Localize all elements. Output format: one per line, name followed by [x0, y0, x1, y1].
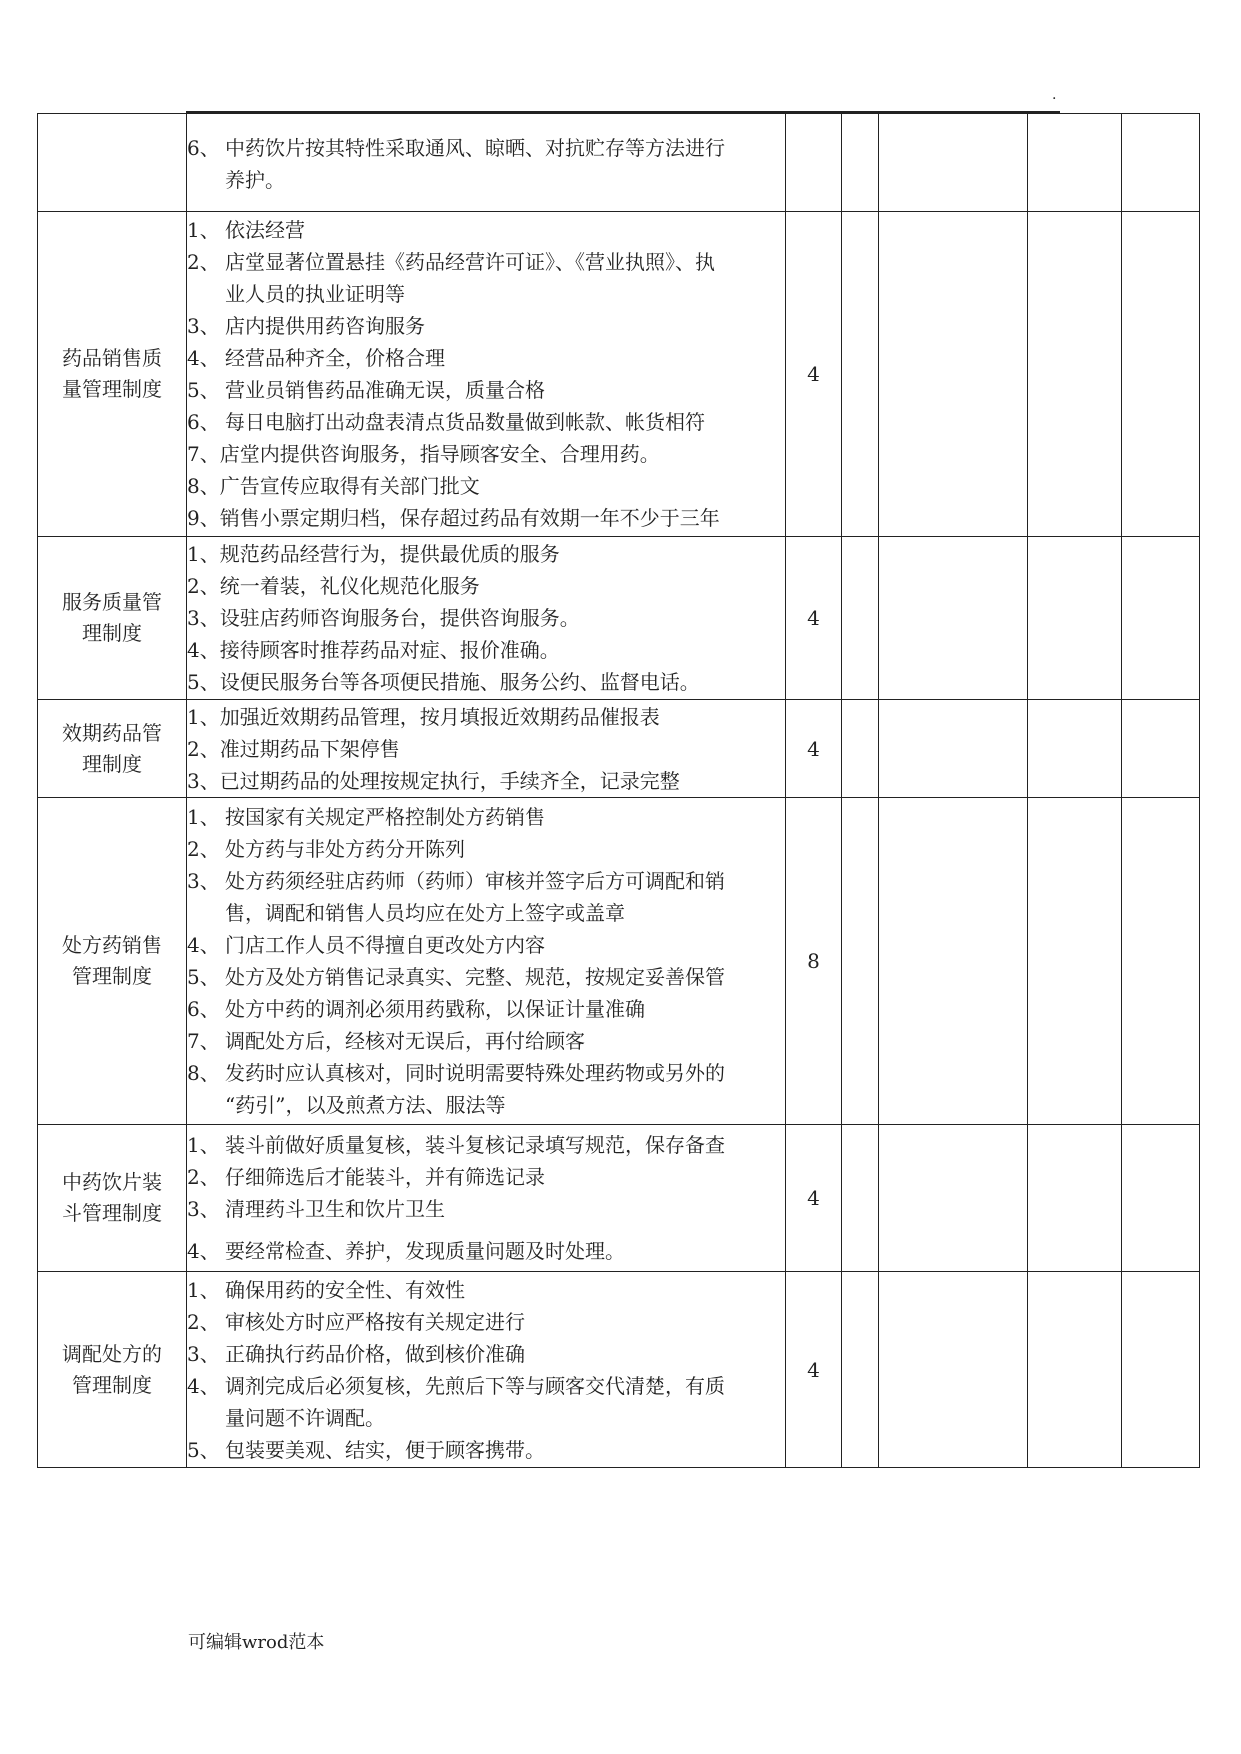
score-value: 4 [807, 1357, 820, 1382]
requirement-item [187, 765, 785, 797]
item-number: 9、 [187, 506, 220, 530]
score-value: 4 [807, 606, 820, 630]
item-number: 3、 [187, 606, 220, 630]
item-number: 8、 [187, 474, 220, 498]
item-number: 5、 [187, 670, 220, 694]
item-text: 店堂显著位置悬挂《药品经营许可证》、《营业执照》、执 [225, 250, 715, 274]
item-number: 5、 [187, 378, 220, 402]
empty-evaluation-cell [842, 212, 879, 537]
requirement-item [187, 993, 785, 1025]
requirement-item [187, 1235, 785, 1267]
policy-name: 药品销售质量管理制度 [62, 346, 162, 401]
item-text: 加强近效期药品管理，按月填报近效期药品催报表 [219, 704, 660, 729]
score-cell [786, 537, 842, 700]
item-number: 1、 [187, 218, 220, 242]
empty-evaluation-cell [879, 114, 1028, 212]
item-text: 广告宣传应取得有关部门批文 [219, 474, 480, 498]
requirement-item [187, 602, 785, 634]
item-text: 处方药须经驻店药师（药师）审核并签字后方可调配和销 [225, 869, 725, 893]
policy-name-cell [38, 1272, 187, 1468]
policy-name-cell [38, 114, 187, 212]
policy-name-cell [38, 212, 187, 537]
item-number: 6、 [187, 997, 220, 1021]
item-text-continued: 售，调配和销售人员均应在处方上签字或盖章 [225, 901, 625, 925]
item-text: 门店工作人员不得擅自更改处方内容 [225, 933, 545, 957]
item-text: 销售小票定期归档，保存超过药品有效期一年不少于三年 [219, 506, 720, 530]
requirement-item [187, 833, 785, 865]
item-number: 7、 [187, 1029, 220, 1053]
item-text: 正确执行药品价格，做到核价准确 [225, 1341, 525, 1366]
item-text-continued: 养护。 [225, 167, 285, 192]
empty-evaluation-cell [842, 114, 879, 212]
item-text: 调配处方后，经核对无误后，再付给顾客 [225, 1029, 585, 1053]
item-text: 接待顾客时推荐药品对症、报价准确。 [219, 638, 560, 662]
requirements-cell [187, 212, 786, 537]
empty-evaluation-cell [842, 537, 879, 700]
requirement-item [187, 214, 785, 246]
empty-evaluation-cell [879, 537, 1028, 700]
item-text: 审核处方时应严格按有关规定进行 [225, 1309, 525, 1334]
item-text: 店堂内提供咨询服务，指导顾客安全、合理用药。 [219, 442, 660, 466]
empty-evaluation-cell [1028, 1125, 1122, 1272]
item-text: 设便民服务台等各项便民措施、服务公约、监督电话。 [219, 670, 700, 694]
requirements-cell [187, 1125, 786, 1272]
requirement-item [187, 538, 785, 570]
requirement-item [187, 1057, 785, 1089]
item-number: 2、 [187, 250, 220, 274]
requirements-cell [187, 798, 786, 1125]
requirement-item [187, 1129, 785, 1161]
item-text-continued: “药引”，以及煎煮方法、服法等 [225, 1093, 506, 1117]
table-row-dispensing [38, 1272, 1200, 1468]
policy-name: 处方药销售管理制度 [62, 933, 162, 988]
empty-evaluation-cell [1122, 537, 1200, 700]
requirement-item [187, 961, 785, 993]
requirement-item [187, 801, 785, 833]
requirement-item [187, 502, 785, 534]
empty-evaluation-cell [1028, 212, 1122, 537]
requirement-item [187, 666, 785, 698]
requirements-cell [187, 537, 786, 700]
item-text: 已过期药品的处理按规定执行，手续齐全，记录完整 [219, 768, 680, 793]
empty-evaluation-cell [1028, 114, 1122, 212]
item-number: 6、 [187, 135, 220, 160]
empty-evaluation-cell [879, 1272, 1028, 1468]
checklist-table [37, 113, 1200, 1468]
item-text: 仔细筛选后才能装斗，并有筛选记录 [225, 1165, 545, 1189]
item-number: 1、 [187, 1133, 220, 1157]
requirement-item [187, 1025, 785, 1057]
item-number: 4、 [187, 346, 220, 370]
empty-evaluation-cell [1028, 798, 1122, 1125]
item-text: 处方及处方销售记录真实、完整、规范，按规定妥善保管 [225, 965, 725, 989]
empty-evaluation-cell [879, 212, 1028, 537]
requirement-item [187, 929, 785, 961]
score-cell [786, 1125, 842, 1272]
requirement-item [187, 1193, 785, 1225]
item-number: 5、 [187, 965, 220, 989]
item-number: 2、 [187, 736, 220, 761]
item-text-continued: 业人员的执业证明等 [225, 282, 405, 306]
header-dot: . [1052, 87, 1057, 103]
item-number: 5、 [187, 1437, 220, 1462]
empty-evaluation-cell [1122, 1125, 1200, 1272]
footer-note: 可编辑wrod范本 [188, 1632, 325, 1653]
table-row-expiry-drugs [38, 700, 1200, 798]
policy-name: 效期药品管理制度 [62, 720, 162, 776]
requirements-cell [187, 114, 786, 212]
requirement-item [187, 342, 785, 374]
requirement-item [187, 1434, 785, 1466]
requirement-item [187, 246, 785, 278]
empty-evaluation-cell [879, 700, 1028, 798]
score-value: 8 [807, 949, 820, 973]
item-text: 准过期药品下架停售 [219, 736, 400, 761]
item-number: 4、 [187, 1239, 220, 1263]
score-cell [786, 1272, 842, 1468]
item-number: 1、 [187, 704, 220, 729]
policy-name-cell [38, 537, 187, 700]
item-number: 3、 [187, 768, 220, 793]
empty-evaluation-cell [1028, 537, 1122, 700]
item-number: 2、 [187, 1165, 220, 1189]
requirement-item [187, 310, 785, 342]
item-number: 4、 [187, 933, 220, 957]
empty-evaluation-cell [1122, 798, 1200, 1125]
policy-name: 服务质量管理制度 [62, 590, 162, 645]
item-text-continued: 量问题不许调配。 [225, 1405, 385, 1430]
table-row-prescription-sales [38, 798, 1200, 1125]
item-text: 处方中药的调剂必须用药戥称，以保证计量准确 [225, 997, 645, 1021]
requirement-item [187, 374, 785, 406]
item-text: 装斗前做好质量复核，装斗复核记录填写规范，保存备查 [225, 1133, 725, 1157]
table-row-drug-sales [38, 212, 1200, 537]
item-number: 2、 [187, 837, 220, 861]
score-cell [786, 114, 842, 212]
empty-evaluation-cell [842, 700, 879, 798]
item-text: 中药饮片按其特性采取通风、晾晒、对抗贮存等方法进行 [225, 135, 725, 160]
empty-evaluation-cell [879, 798, 1028, 1125]
requirement-item [187, 406, 785, 438]
score-cell [786, 700, 842, 798]
requirement-item [187, 470, 785, 502]
table-row-service-quality [38, 537, 1200, 700]
item-number: 2、 [187, 1309, 220, 1334]
item-text: 店内提供用药咨询服务 [225, 314, 425, 338]
empty-evaluation-cell [842, 1125, 879, 1272]
item-number: 8、 [187, 1061, 220, 1085]
empty-evaluation-cell [1028, 700, 1122, 798]
empty-evaluation-cell [1122, 114, 1200, 212]
requirement-item [187, 634, 785, 666]
item-text: 规范药品经营行为，提供最优质的服务 [219, 542, 560, 566]
requirement-item [187, 733, 785, 765]
empty-evaluation-cell [1122, 212, 1200, 537]
policy-name-cell [38, 1125, 187, 1272]
item-text: 调剂完成后必须复核，先煎后下等与顾客交代清楚，有质 [225, 1373, 725, 1398]
empty-evaluation-cell [842, 798, 879, 1125]
requirement-item [187, 865, 785, 897]
policy-name: 中药饮片装斗管理制度 [62, 1170, 162, 1225]
requirement-item [187, 438, 785, 470]
item-text: 每日电脑打出动盘表清点货品数量做到帐款、帐货相符 [225, 410, 705, 434]
empty-evaluation-cell [842, 1272, 879, 1468]
table-row-top-carryover [38, 114, 1200, 212]
item-text: 清理药斗卫生和饮片卫生 [225, 1197, 445, 1221]
requirement-item [187, 132, 785, 164]
requirement-item [187, 1161, 785, 1193]
item-number: 3、 [187, 314, 220, 338]
item-text: 设驻店药师咨询服务台，提供咨询服务。 [219, 606, 580, 630]
item-text: 经营品种齐全，价格合理 [225, 346, 445, 370]
item-number: 4、 [187, 638, 220, 662]
requirement-item [187, 1274, 785, 1306]
empty-evaluation-cell [1028, 1272, 1122, 1468]
item-text: 包装要美观、结实，便于顾客携带。 [225, 1437, 545, 1462]
requirement-item [187, 570, 785, 602]
requirement-item [187, 1306, 785, 1338]
policy-name-cell [38, 700, 187, 798]
policy-name-cell [38, 798, 187, 1125]
item-text: 按国家有关规定严格控制处方药销售 [225, 805, 545, 829]
requirement-item [187, 1338, 785, 1370]
requirement-item [187, 701, 785, 733]
item-number: 2、 [187, 574, 220, 598]
table-row-herb-loading [38, 1125, 1200, 1272]
item-number: 3、 [187, 1197, 220, 1221]
empty-evaluation-cell [1122, 700, 1200, 798]
item-number: 1、 [187, 805, 220, 829]
item-text: 处方药与非处方药分开陈列 [225, 837, 465, 861]
requirements-cell [187, 1272, 786, 1468]
score-value: 4 [807, 1186, 820, 1210]
item-number: 4、 [187, 1373, 220, 1398]
item-number: 3、 [187, 869, 220, 893]
empty-evaluation-cell [879, 1125, 1028, 1272]
score-value: 4 [807, 362, 820, 386]
item-text: 统一着装，礼仪化规范化服务 [219, 574, 480, 598]
policy-name: 调配处方的管理制度 [62, 1341, 162, 1397]
item-number: 3、 [187, 1341, 220, 1366]
item-text: 发药时应认真核对，同时说明需要特殊处理药物或另外的 [225, 1061, 725, 1085]
empty-evaluation-cell [1122, 1272, 1200, 1468]
item-number: 7、 [187, 442, 220, 466]
item-text: 营业员销售药品准确无误，质量合格 [225, 378, 545, 402]
item-number: 6、 [187, 410, 220, 434]
item-text: 依法经营 [225, 218, 305, 242]
item-text: 要经常检查、养护，发现质量问题及时处理。 [225, 1239, 625, 1263]
table-body [38, 114, 1200, 1468]
item-text: 确保用药的安全性、有效性 [225, 1277, 465, 1302]
requirement-item [187, 1370, 785, 1402]
item-number: 1、 [187, 542, 220, 566]
score-cell [786, 212, 842, 537]
score-value: 4 [807, 736, 820, 761]
score-cell [786, 798, 842, 1125]
item-number: 1、 [187, 1277, 220, 1302]
requirements-cell [187, 700, 786, 798]
